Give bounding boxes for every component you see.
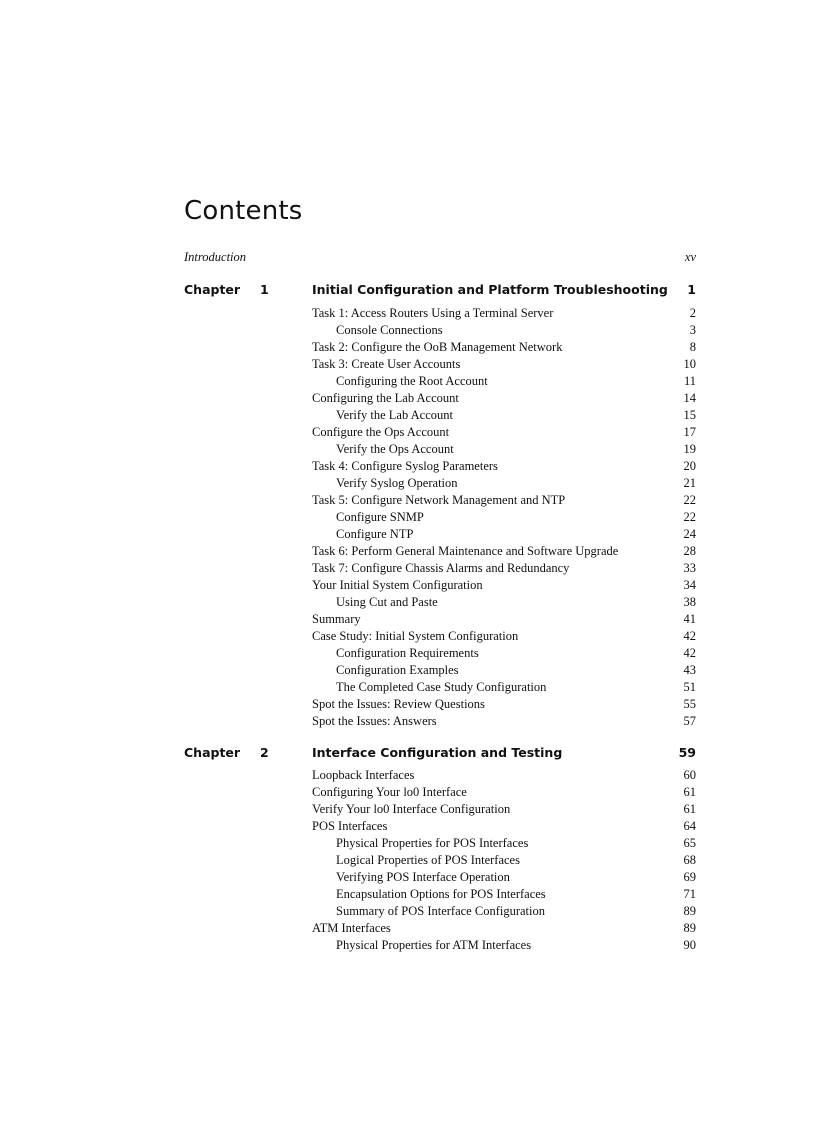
toc-introduction[interactable] <box>184 250 696 268</box>
toc-entry[interactable] <box>312 835 696 852</box>
toc-entry[interactable] <box>312 492 696 509</box>
toc-entry[interactable] <box>312 679 696 696</box>
toc-entry-page: 64 <box>683 819 696 833</box>
toc-entry[interactable] <box>312 713 696 730</box>
toc-entry-page: 42 <box>683 646 696 660</box>
toc-entry-title: Task 1: Access Routers Using a Terminal Server <box>312 306 554 320</box>
toc-entry[interactable] <box>312 305 696 322</box>
toc-entry-page: 11 <box>683 374 696 388</box>
toc-entry-title: Configuring the Lab Account <box>312 391 459 405</box>
toc-entry-page: 28 <box>683 544 696 558</box>
toc-entry-title: Your Initial System Configuration <box>312 578 483 592</box>
toc-entry-title: Spot the Issues: Review Questions <box>312 697 485 711</box>
toc-entry-page: 19 <box>683 442 696 456</box>
toc-entry[interactable] <box>312 475 696 492</box>
toc-entry-title: Task 2: Configure the OoB Management Network <box>312 340 563 354</box>
toc-entry-page: 89 <box>683 904 696 918</box>
toc-entry-page: 55 <box>683 697 696 711</box>
toc-entry-title: Configure SNMP <box>336 510 424 524</box>
chapter-2-heading[interactable] <box>184 745 696 765</box>
toc-entry-title: POS Interfaces <box>312 819 388 833</box>
toc-entry[interactable] <box>312 509 696 526</box>
toc-entry[interactable] <box>312 869 696 886</box>
toc-entry-title: Spot the Issues: Answers <box>312 714 437 728</box>
chapter-page: 59 <box>678 745 696 760</box>
toc-entry-page: 68 <box>683 853 696 867</box>
toc-entry[interactable] <box>312 852 696 869</box>
toc-entry-page: 89 <box>683 921 696 935</box>
toc-entry-page: 43 <box>683 663 696 677</box>
toc-entry-title: Task 6: Perform General Maintenance and Software Upgrade <box>312 544 619 558</box>
toc-entry-page: 38 <box>683 595 696 609</box>
toc-entry-title: Logical Properties of POS Interfaces <box>336 853 520 867</box>
toc-entry[interactable] <box>312 322 696 339</box>
toc-entry[interactable] <box>312 560 696 577</box>
toc-entry-title: Verify Your lo0 Interface Configuration <box>312 802 511 816</box>
toc-entry-title: Verify the Ops Account <box>336 442 454 456</box>
toc-entry[interactable] <box>312 886 696 903</box>
toc-entry-title: Encapsulation Options for POS Interfaces <box>336 887 546 901</box>
toc-entry-title: Configuration Requirements <box>336 646 479 660</box>
toc-entry-page: 57 <box>683 714 696 728</box>
toc-entry-page: 33 <box>683 561 696 575</box>
toc-entry-title: Task 3: Create User Accounts <box>312 357 461 371</box>
toc-entry-page: 41 <box>683 612 696 626</box>
toc-entry[interactable] <box>312 801 696 818</box>
toc-entry-title: Configure NTP <box>336 527 414 541</box>
toc-entry[interactable] <box>312 645 696 662</box>
chapter-word: Chapter <box>184 745 241 760</box>
toc-entry-title: Verify the Lab Account <box>336 408 453 422</box>
toc-entry[interactable] <box>312 611 696 628</box>
toc-entry-page: 61 <box>683 785 696 799</box>
chapter-number: 2 <box>260 745 269 760</box>
toc-entry[interactable] <box>312 903 696 920</box>
toc-entry[interactable] <box>312 920 696 937</box>
toc-entry-title: Summary <box>312 612 361 626</box>
toc-entry[interactable] <box>312 577 696 594</box>
toc-entry-page: 22 <box>683 493 696 507</box>
toc-entry-title: Physical Properties for POS Interfaces <box>336 836 529 850</box>
toc-entry-title: Configuring Your lo0 Interface <box>312 785 467 799</box>
chapter-word: Chapter <box>184 282 241 297</box>
toc-entry-page: 69 <box>683 870 696 884</box>
toc-entry-page: 8 <box>689 340 696 354</box>
toc-entry-title: Task 7: Configure Chassis Alarms and Redundancy <box>312 561 570 575</box>
toc-entry-page: 90 <box>683 938 696 952</box>
toc-entry-title: Loopback Interfaces <box>312 768 415 782</box>
toc-entry[interactable] <box>312 356 696 373</box>
chapter-2-entries <box>312 767 696 954</box>
toc-entry[interactable] <box>312 339 696 356</box>
chapter-1-entries <box>312 305 696 730</box>
toc-entry[interactable] <box>312 390 696 407</box>
toc-entry[interactable] <box>312 937 696 954</box>
toc-entry-title: Using Cut and Paste <box>336 595 438 609</box>
toc-entry-page: 60 <box>683 768 696 782</box>
toc-entry-page: 17 <box>683 425 696 439</box>
toc-entry-page: 71 <box>683 887 696 901</box>
toc-entry-page: 34 <box>683 578 696 592</box>
toc-entry[interactable] <box>312 424 696 441</box>
toc-entry-title: Task 4: Configure Syslog Parameters <box>312 459 498 473</box>
toc-entry-title: Verifying POS Interface Operation <box>336 870 510 884</box>
toc-entry[interactable] <box>312 662 696 679</box>
toc-entry-title: Summary of POS Interface Configuration <box>336 904 545 918</box>
toc-entry[interactable] <box>312 784 696 801</box>
toc-entry-page: 22 <box>683 510 696 524</box>
toc-entry-page: 15 <box>683 408 696 422</box>
toc-entry[interactable] <box>312 458 696 475</box>
toc-entry[interactable] <box>312 818 696 835</box>
chapter-title: Initial Configuration and Platform Troubleshooting <box>312 282 668 297</box>
toc-entry-title: Configuring the Root Account <box>336 374 488 388</box>
chapter-1-heading[interactable] <box>184 282 696 302</box>
toc-entry[interactable] <box>312 407 696 424</box>
toc-entry-page: 42 <box>683 629 696 643</box>
toc-entry-page: 21 <box>683 476 696 490</box>
toc-entry-page: 20 <box>683 459 696 473</box>
toc-entry-title: ATM Interfaces <box>312 921 391 935</box>
toc-entry-title: Task 5: Configure Network Management and NTP <box>312 493 566 507</box>
toc-entry[interactable] <box>312 526 696 543</box>
toc-entry-page: 61 <box>683 802 696 816</box>
toc-entry-page: 10 <box>683 357 696 371</box>
toc-entry-title: Physical Properties for ATM Interfaces <box>336 938 532 952</box>
toc-entry-title: Configure the Ops Account <box>312 425 450 439</box>
toc-entry-title: The Completed Case Study Configuration <box>336 680 547 694</box>
toc-entry[interactable] <box>312 767 696 784</box>
toc-entry[interactable] <box>312 543 696 560</box>
toc-entry[interactable] <box>312 696 696 713</box>
chapter-title: Interface Configuration and Testing <box>312 745 563 760</box>
toc-entry[interactable] <box>312 441 696 458</box>
toc-entry-page: 2 <box>689 306 696 320</box>
toc-entry-page: 51 <box>683 680 696 694</box>
introduction-page: xv <box>684 250 696 264</box>
toc-entry-title: Verify Syslog Operation <box>336 476 458 490</box>
toc-entry-page: 65 <box>683 836 696 850</box>
page-title: Contents <box>184 196 303 226</box>
toc-entry-page: 3 <box>689 323 696 337</box>
chapter-number: 1 <box>260 282 269 297</box>
introduction-label: Introduction <box>184 250 247 264</box>
chapter-page: 1 <box>687 282 696 297</box>
toc-entry-title: Console Connections <box>336 323 443 337</box>
toc-entry[interactable] <box>312 373 696 390</box>
toc-entry-page: 14 <box>683 391 696 405</box>
toc-entry-page: 24 <box>683 527 696 541</box>
toc-entry-title: Case Study: Initial System Configuration <box>312 629 519 643</box>
toc-entry[interactable] <box>312 628 696 645</box>
toc-entry[interactable] <box>312 594 696 611</box>
toc-entry-title: Configuration Examples <box>336 663 459 677</box>
